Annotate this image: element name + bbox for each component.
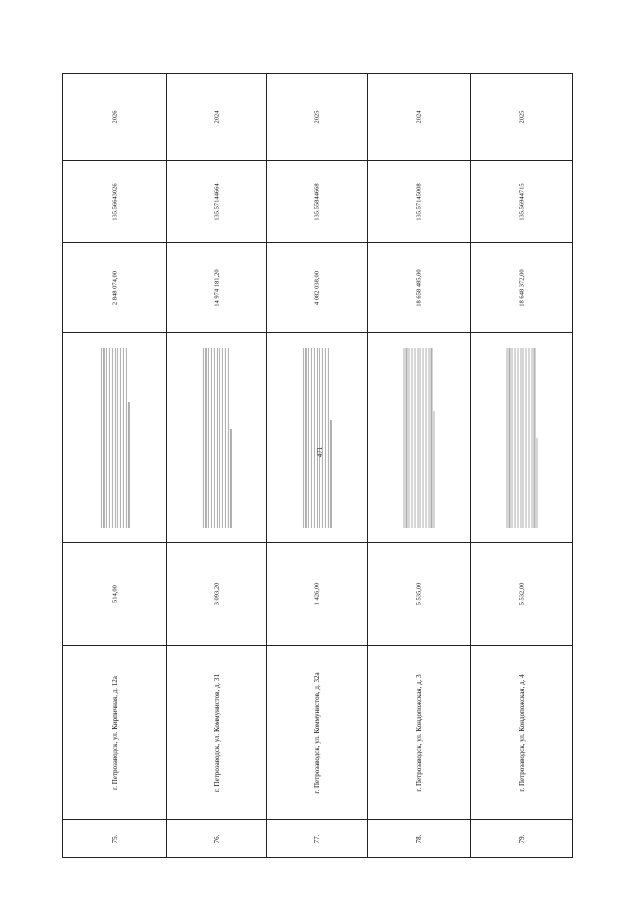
table-row (63, 74, 166, 857)
ratio: 135.57145008 (415, 182, 423, 221)
address: г. Петрозаводск, ул. Кирпичная, д. 12а (110, 675, 119, 790)
description (504, 348, 539, 528)
address-cell (63, 645, 166, 819)
works-table (62, 73, 573, 858)
year: 2026 (111, 110, 118, 124)
ratio-cell (167, 160, 266, 242)
description-cell (471, 332, 572, 542)
area-cell (471, 542, 572, 645)
table-row (266, 74, 367, 857)
cost-cell (368, 242, 470, 332)
year-cell (167, 74, 266, 160)
row-number: 75. (110, 834, 119, 843)
description-cell (63, 332, 166, 542)
description-cell (167, 332, 266, 542)
cost: 18 658 485,00 (415, 268, 423, 307)
address-cell (167, 645, 266, 819)
row-number: 78. (415, 834, 423, 843)
description (402, 348, 437, 528)
number-cell (471, 819, 572, 857)
cost: 4 082 038,00 (313, 270, 321, 305)
description-cell (368, 332, 470, 542)
ratio: 135.56944715 (518, 182, 525, 221)
year-cell (267, 74, 367, 160)
description-cell (267, 332, 367, 542)
area: 3 093,20 (213, 582, 220, 606)
year-cell (63, 74, 166, 160)
area-cell (267, 542, 367, 645)
number-cell (267, 819, 367, 857)
address: г. Петрозаводск, ул. Кондопожская, д. 3 (415, 673, 423, 792)
area-cell (368, 542, 470, 645)
area: 514,00 (111, 585, 118, 603)
description (301, 348, 333, 528)
row-number: 77. (313, 834, 321, 843)
area-cell (167, 542, 266, 645)
description (200, 348, 232, 528)
area: 5 532,00 (518, 582, 525, 606)
ratio: 135.56643026 (111, 182, 118, 221)
number-cell (167, 819, 266, 857)
row-number: 76. (212, 834, 221, 843)
year: 2025 (313, 110, 321, 124)
cost: 14 974 181,20 (213, 268, 220, 307)
cost-cell (167, 242, 266, 332)
year: 2024 (213, 110, 220, 124)
year: 2025 (518, 110, 525, 124)
year: 2024 (415, 110, 423, 124)
cost-cell (63, 242, 166, 332)
area: 1 426,00 (313, 582, 321, 606)
year-cell (471, 74, 572, 160)
ratio-cell (63, 160, 166, 242)
address: г. Петрозаводск, ул. Коммунистов, д. 31 (212, 673, 221, 792)
address: г. Петрозаводск, ул. Кондопожская, д. 4 (517, 673, 526, 792)
table-row (470, 74, 572, 857)
cost: 2 848 074,00 (111, 270, 118, 305)
description (98, 348, 130, 528)
ratio-cell (368, 160, 470, 242)
row-number: 79. (517, 834, 526, 843)
cost-cell (267, 242, 367, 332)
cost-cell (471, 242, 572, 332)
ratio: 135.57144664 (213, 182, 220, 221)
ratio: 135.55844668 (313, 182, 321, 221)
number-cell (63, 819, 166, 857)
address-cell (368, 645, 470, 819)
number-cell (368, 819, 470, 857)
table-row (166, 74, 266, 857)
ratio-cell (471, 160, 572, 242)
area-cell (63, 542, 166, 645)
table-row (367, 74, 470, 857)
ratio-cell (267, 160, 367, 242)
address-cell (471, 645, 572, 819)
cost: 18 648 372,00 (518, 268, 525, 307)
year-cell (368, 74, 470, 160)
area: 5 535,00 (415, 582, 423, 606)
address-cell (267, 645, 367, 819)
address: г. Петрозаводск, ул. Коммунистов, д. 32а (313, 671, 321, 794)
